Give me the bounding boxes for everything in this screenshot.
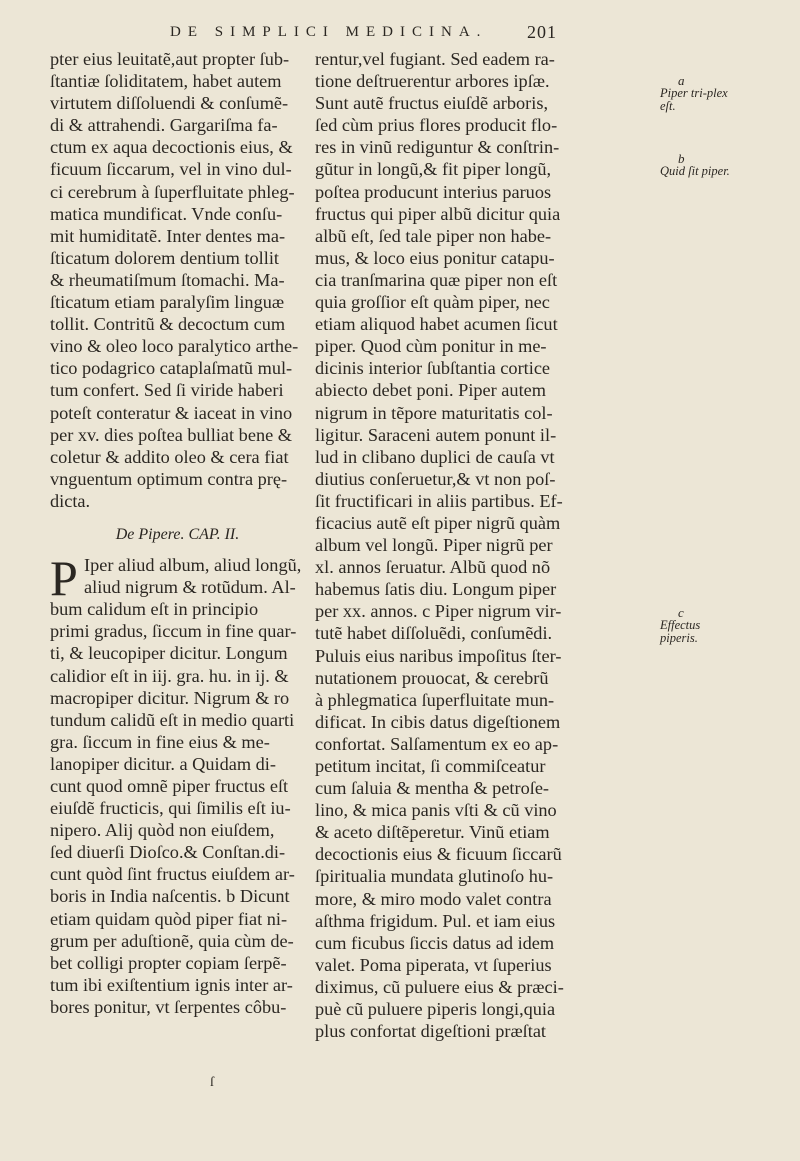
text-line: aliud nigrum & rotũdum. Al- (84, 577, 296, 598)
text-line: bet colligi propter copiam ſerpẽ- (50, 952, 287, 973)
margin-note-c (660, 606, 740, 645)
text-line: tico podagrico cataplaſmatũ mul- (50, 358, 293, 379)
text-line: fructus qui piper albũ dicitur quia (315, 203, 561, 224)
paragraph-garlic-end (50, 48, 305, 512)
text-line: cum ficubus ſiccis datus ad idem (315, 932, 555, 953)
margin-note-letter: c (678, 605, 684, 620)
text-line: poſtea producunt interius paruos (315, 181, 552, 202)
text-line: puè cũ puluere piperis longi,quia (315, 999, 556, 1020)
text-line: tutẽ habet diſſoluẽdi, conſumẽdi. (315, 623, 553, 644)
text-line: aſthma frigidum. Pul. et iam eius (315, 910, 556, 931)
text-line: nutationem prouocat, & cerebrũ (315, 667, 549, 688)
text-line: quia groſſior eſt quàm piper, nec (315, 292, 550, 313)
text-line: plus confortat digeſtioni præſtat (315, 1021, 547, 1042)
text-line: piper. Quod cùm ponitur in me- (315, 336, 547, 357)
text-line: diutius conſeruetur,& vt non poſ- (315, 468, 556, 489)
text-line: confortat. Salſamentum ex eo ap- (315, 733, 559, 754)
text-line: vino & oleo loco paralytico arthe- (50, 336, 299, 357)
text-line: tollit. Contritũ & decoctum cum (50, 314, 286, 335)
margin-note-text: Piper tri-plex eſt. (660, 86, 728, 113)
signature-mark: ſ (210, 1075, 214, 1090)
margin-note-text: Quid ſit piper. (660, 164, 730, 178)
text-line: Puluis eius naribus impoſitus ſter- (315, 645, 562, 666)
margin-note-letter: b (678, 151, 685, 166)
text-line: decoctionis eius & ficuum ſiccarũ (315, 844, 562, 865)
text-line: album vel longũ. Piper nigrũ per (315, 535, 553, 556)
text-line: matica mundificat. Vnde conſu- (50, 203, 283, 224)
text-line: à phlegmatica ſuperfluitate mun- (315, 689, 555, 710)
text-line: Sunt autẽ fructus eiuſdẽ arboris, (315, 93, 549, 114)
text-line: per xv. dies poſtea bulliat bene & (50, 424, 292, 445)
text-line: ſpiritualia mundata glutinoſo hu- (315, 866, 554, 887)
right-column (315, 48, 655, 1042)
text-line: xl. annos ſeruatur. Albũ quod nõ (315, 557, 551, 578)
text-line: ſticatum dolorem dentium tollit (50, 247, 279, 268)
text-line: coletur & addito oleo & cera fiat (50, 446, 289, 467)
text-line: rentur,vel fugiant. Sed eadem ra- (315, 49, 555, 69)
text-line: boris in India naſcentis. b Dicunt (50, 886, 290, 907)
margin-note-a (660, 74, 740, 113)
text-line: cum ſaluia & mentha & petroſe- (315, 778, 550, 799)
text-line: ti, & leucopiper dicitur. Longum (50, 643, 288, 664)
text-line: ſed diuerſi Dioſco.& Conſtan.di- (50, 842, 286, 863)
chapter-heading: De Pipere. CAP. II. (115, 525, 240, 543)
text-line: ctum ex aqua decoctionis eius, & (50, 137, 293, 158)
text-line: gũtur in longũ,& fit piper longũ, (315, 159, 552, 180)
text-line: habemus ſatis diu. Longum piper (315, 579, 557, 600)
text-line: ſticatum etiam paralyſim linguæ (50, 292, 285, 313)
text-line: eiuſdẽ fructicis, qui ſimilis eſt iu- (50, 798, 291, 819)
text-line: tum confert. Sed ſi viride haberi (50, 380, 284, 401)
text-line: etiam quidam quòd piper fiat ni- (50, 908, 288, 929)
text-line: cunt quòd ſint fructus eiuſdem ar- (50, 864, 295, 885)
left-column (50, 48, 305, 1018)
text-line: dicta. (50, 490, 91, 511)
text-line: primi gradus, ſiccum in fine quar- (50, 621, 297, 642)
margin-note-b (660, 152, 740, 178)
text-line: lanopiper dicitur. a Quidam di- (50, 753, 276, 774)
text-line: ligitur. Saraceni autem ponunt il- (315, 424, 557, 445)
text-line: ci cerebrum à ſuperfluitate phleg- (50, 181, 295, 202)
margin-note-text: Effectus piperis. (660, 618, 701, 645)
text-line: ficuum ſiccarum, vel in vino dul- (50, 159, 292, 180)
running-header (170, 20, 670, 46)
text-line: cunt quod omnẽ piper fructus eſt (50, 776, 289, 796)
drop-cap: P (50, 550, 78, 607)
text-line: tundum calidũ eſt in medio quarti (50, 709, 295, 730)
text-line: & rheumatiſmum ſtomachi. Ma- (50, 269, 285, 290)
text-line: abiecto debet poni. Piper autem (315, 380, 546, 401)
text-line: mit humiditatẽ. Inter dentes ma- (50, 225, 286, 246)
text-line: dificat. In cibis datus digeſtionem (315, 711, 561, 732)
text-line: ſed cùm prius flores producit flo- (315, 115, 558, 136)
paragraph-de-pipere (50, 550, 305, 1018)
text-line: pter eius leuitatẽ,aut propter ſub- (50, 49, 290, 69)
text-line: tum ibi exiſtentium ignis inter ar- (50, 974, 293, 995)
text-line: res in vinũ rediguntur & conſtrin- (315, 137, 560, 158)
text-line: ſit fructificari in aliis partibus. Ef- (315, 490, 563, 511)
text-line: grum per aduſtionẽ, quia cùm de- (50, 930, 294, 951)
text-line: bum calidum eſt in principio (50, 599, 259, 620)
text-line: gra. ſiccum in fine eius & me- (50, 731, 270, 752)
running-title: DE SIMPLICI MEDICINA. (170, 24, 488, 40)
text-line: calidior eſt in iij. gra. hu. in ij. & (50, 665, 289, 686)
page-number: 201 (527, 22, 557, 42)
text-line: macropiper dicitur. Nigrum & ro (50, 687, 290, 708)
text-line: & aceto diſtẽperetur. Vinũ etiam (315, 822, 550, 843)
text-line: etiam aliquod habet acumen ſicut (315, 314, 558, 335)
text-line: lino, & mica panis vſti & cũ vino (315, 800, 557, 821)
text-line: tione deſtruerentur arbores ipſæ. (315, 71, 550, 92)
text-line: ſtantiæ ſoliditatem, habet autem (50, 71, 282, 92)
text-line: vnguentum optimum contra prę- (50, 468, 288, 489)
text-line: albũ eſt, ſed tale piper non habe- (315, 225, 552, 246)
text-line: bores ponitur, vt ſerpentes côbu- (50, 996, 287, 1017)
text-line: poteſt conteratur & iaceat in vino (50, 402, 293, 423)
text-line: mus, & loco eius ponitur catapu- (315, 247, 555, 268)
text-line: more, & miro modo valet contra (315, 888, 552, 909)
text-line: valet. Poma piperata, vt ſuperius (315, 954, 552, 975)
text-line: diximus, cũ puluere eius & præci- (315, 976, 564, 997)
text-line: ficacius autẽ eſt piper nigrũ quàm (315, 512, 561, 533)
margin-note-letter: a (678, 73, 685, 88)
text-line: di & attrahendi. Gargariſma fa- (50, 115, 278, 136)
text-line: nipero. Alij quòd non eiuſdem, (50, 820, 275, 841)
text-line: dicinis interior ſubſtantia cortice (315, 358, 551, 379)
text-line: cia tranſmarina quæ piper non eſt (315, 269, 558, 290)
text-line: lud in clibano duplici de cauſa vt (315, 446, 555, 467)
text-line: Iper aliud album, aliud longũ, (84, 555, 302, 576)
text-line: nigrum in tẽpore maturitatis col- (315, 402, 553, 423)
text-line: per xx. annos. c Piper nigrum vir- (315, 601, 562, 622)
text-line: virtutem diſſoluendi & conſumẽ- (50, 93, 289, 114)
text-line: petitum incitat, ſi commiſceatur (315, 756, 546, 776)
